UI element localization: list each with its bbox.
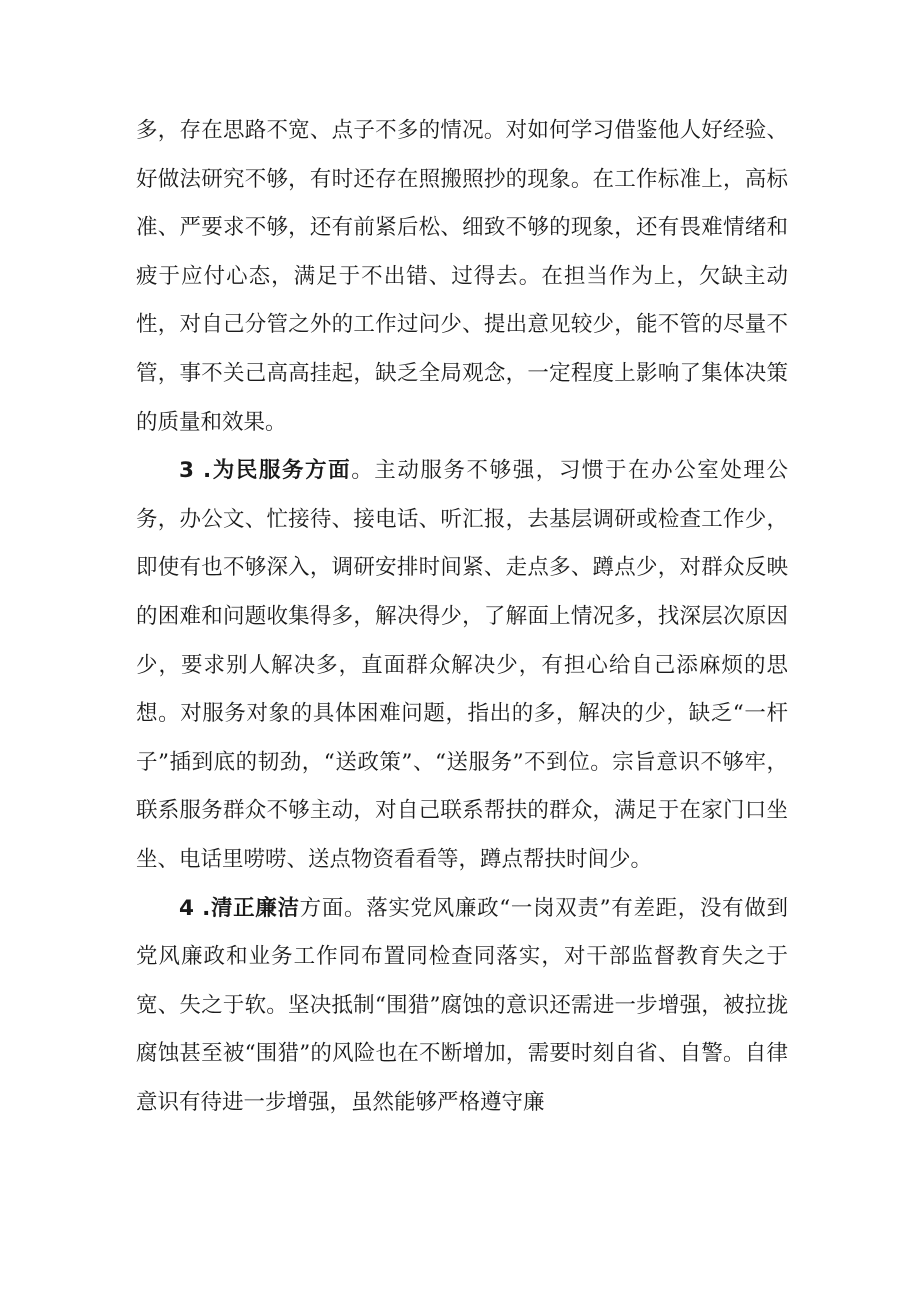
paragraph-continuation [136, 107, 788, 447]
section-heading: 4 .清正廉洁 [179, 895, 300, 921]
paragraph-text: 。主动服务不够强，习惯于在办公室处理公务，办公文、忙接待、接电话、听汇报，去基层调研或检查工作少，即使有也不够深入，调研安排时间紧、走点多、蹲点少，对群众反映的困难和问题收集得多，解决得少，了解面上情况多，找深层次原因少，要求别人解决多，直面群众解决少，有担心给自己添麻烦的思想。对服务对象的具体困难问题，指出的多，解决的少，缺乏“一杆子”插到底的韧劲，“送政策”、“送服务”不到位。宗旨意识不够牢，联系服务群众不够主动，对自己联系帮扶的群众，满足于在家门口坐坐、电话里唠唠、送点物资看看等，蹲点帮扶时间少。 [136, 458, 788, 872]
paragraph-text: 方面。落实党风廉政“一岗双责”有差距，没有做到党风廉政和业务工作同布置同检查同落实，对干部监督教育失之于宽、失之于软。坚决抵制“围猎”腐蚀的意识还需进一步增强，被拉拢腐蚀甚至被“围猎”的风险也在不断增加，需要时刻自省、自警。自律意识有待进一步增强，虽然能够严格遵守廉 [136, 895, 788, 1115]
paragraph-text: 多，存在思路不宽、点子不多的情况。对如何学习借鉴他人好经验、好做法研究不够，有时还存在照搬照抄的现象。在工作标准上，高标准、严要求不够，还有前紧后松、细致不够的现象，还有畏难情绪和疲于应付心态，满足于不出错、过得去。在担当作为上，欠缺主动性，对自己分管之外的工作过问少、提出意见较少，能不管的尽量不管，事不关己高高挂起，缺乏全局观念，一定程度上影响了集体决策的质量和效果。 [136, 118, 788, 435]
document-page [136, 107, 788, 1127]
paragraph-integrity [136, 885, 788, 1128]
section-heading: 3 .为民服务方面 [179, 458, 352, 484]
paragraph-service [136, 447, 788, 884]
